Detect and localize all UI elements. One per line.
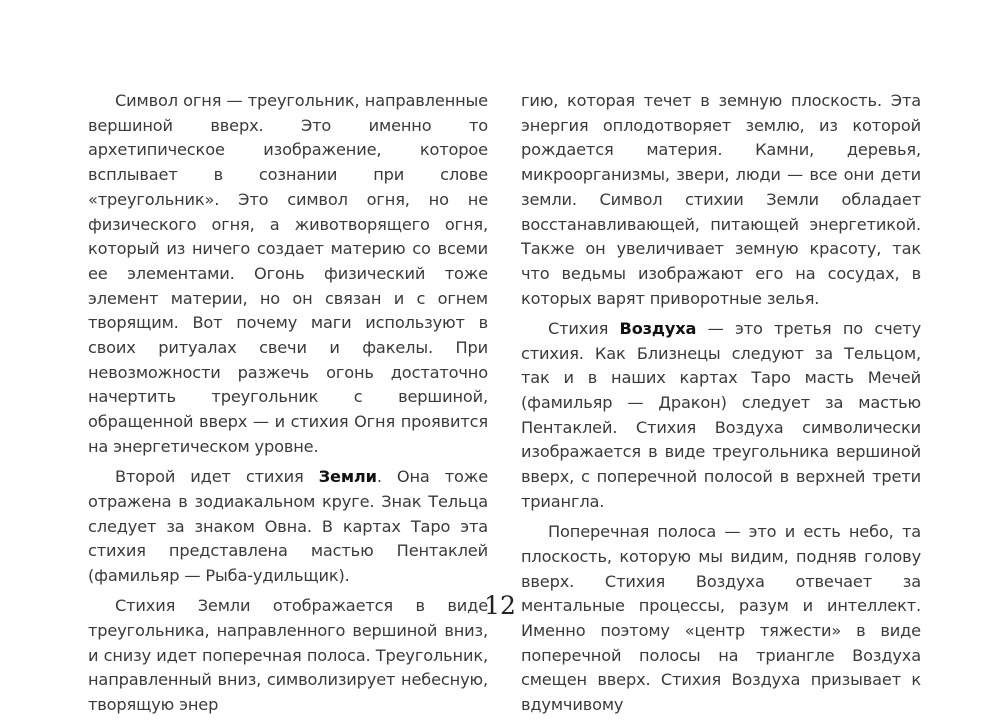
page-number: 12 (484, 591, 516, 620)
text-run: — это третья по счету стихия. Как Близнецы следуют за Тельцом, так и в наших картах Таро масть Мечей (фамильяр — Дракон) следует за мастью Пентаклей. Стихия Воздуха символически изображается в виде треугольника вершиной вверх, с поперечной полосой в верхней трети триангла. (521, 318, 921, 511)
paragraph-fire-symbol: Символ огня — треугольник, направленные вершиной вверх. Это именно то архетипическое изображение, которое всплывает в сознании при слове «треугольник». Это символ огня, но не физического огня, а животворящего огня, который из ничего создает материю со всеми ее элементами. Огонь физический тоже элемент материи, но он связан и с огнем творящим. Вот почему маги используют в своих ритуалах свечи и факелы. При невозможности разжечь огонь достаточно начертить треугольник с вершиной, обращенной вверх — и стихия Огня проявится на энергетическом уровне. (88, 91, 488, 456)
paragraph-air-symbol: Поперечная полоса — это и есть небо, та плоскость, которую мы видим, подняв голову вверх. Стихия Воздуха отвечает за ментальные процессы, разум и интеллект. Именно поэтому «центр тяжести» в виде поперечной полосы на триангле Воздуха смещен вверх. Стихия Воздуха призывает к вдумчивому (521, 522, 921, 715)
keyword-air: Воздуха (619, 318, 697, 338)
paragraph-earth-symbol: Стихия Земли отображается в виде треугольника, направленного вершиной вниз, и снизу идет поперечная полоса. Треугольник, направленный вниз, символизирует небесную, творящую энер (88, 596, 488, 715)
right-column (521, 89, 921, 723)
text-run: Второй идет стихия (115, 467, 319, 487)
paragraph-earth-continued: гию, которая течет в земную плоскость. Эта энергия оплодотворяет землю, из которой рождается материя. Камни, деревья, микроорганизмы, звери, люди — все они дети земли. Символ стихии Земли обладает восстанавливающей, питающей энергетикой. Также он увеличивает земную красоту, так что ведьмы изображают его на сосудах, в которых варят приворотные зелья. (521, 91, 921, 308)
text-run: Стихия (548, 318, 620, 338)
paragraph-air-intro (521, 317, 921, 515)
keyword-earth: Земли (318, 467, 377, 487)
text-run: . Она тоже отражена в зодиакальном круге. Знак Тельца следует за знаком Овна. В картах Таро эта стихия представлена мастью Пентаклей (фамильяр — Рыба-удильщик). (88, 467, 489, 585)
paragraph-earth-intro (88, 465, 488, 589)
left-column (88, 89, 488, 723)
